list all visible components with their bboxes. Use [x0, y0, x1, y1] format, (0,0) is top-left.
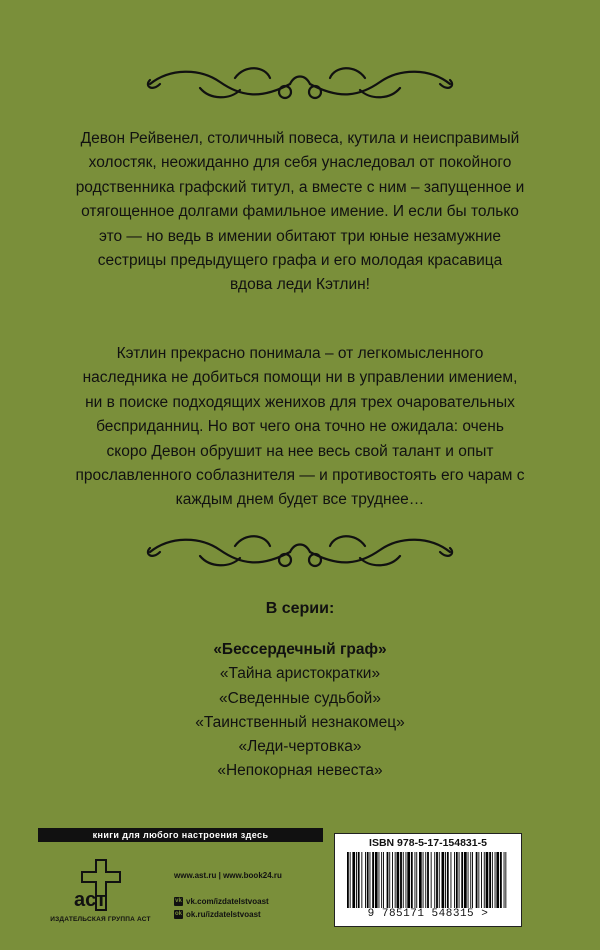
series-item: «Леди-чертовка»: [238, 738, 362, 756]
barcode-digits: 9 785171 548315 >: [367, 908, 489, 920]
publisher-tagline: книги для любого настроения здесь: [38, 828, 323, 842]
vk-icon: vk: [175, 898, 182, 904]
isbn-text: ISBN 978-5-17-154831-5: [369, 837, 487, 849]
blurb-paragraph-1: Девон Рейвенел, столичный повеса, кутила и неисправимый холостяк, неожиданно для себя унаследовал от покойного родственника графский титул, а вместе с ним – запущенное и отягощенное долгами фамильное имение. И если бы только это — но ведь в имении обитают три юные незамужние сестрицы предыдущего графа и его молодая красавица вдова леди Кэтлин!: [75, 130, 525, 294]
ok-handle: izdatelstvoast: [207, 910, 261, 919]
ast-logo: [66, 852, 136, 922]
ok-link[interactable]: [174, 910, 261, 919]
barcode-panel: [334, 833, 522, 927]
ok-icon: ok: [174, 911, 182, 917]
ok-prefix: ok.ru/: [186, 910, 208, 919]
publisher-websites[interactable]: www.ast.ru | www.book24.ru: [174, 871, 282, 880]
series-item: «Тайна аристократки»: [219, 665, 381, 683]
series-item: «Сведенные судьбой»: [219, 689, 381, 707]
series-item: «Бессердечный граф»: [213, 641, 387, 658]
vk-link[interactable]: [174, 897, 269, 906]
top-ornament: [140, 60, 460, 110]
barcode-bars: [347, 852, 507, 908]
series-list: [0, 638, 600, 784]
middle-ornament: [140, 528, 460, 578]
series-heading: В серии:: [265, 600, 335, 617]
publisher-group-label: ИЗДАТЕЛЬСКАЯ ГРУППА АСТ: [50, 916, 151, 923]
series-item: «Таинственный незнакомец»: [195, 713, 405, 731]
vk-handle: izdatelstvoast: [215, 897, 269, 906]
vk-prefix: vk.com/: [186, 897, 216, 906]
series-item: «Непокорная невеста»: [217, 762, 383, 780]
logo-text: аст: [74, 889, 107, 911]
series-section: [0, 600, 600, 784]
blurb-paragraph-2: Кэтлин прекрасно понимала – от легкомысленного наследника не добиться помощи ни в управлении имением, ни в поиске подходящих женихов для трех очаровательных бесприданниц. Но вот чего она точно не ожидала: очень скоро Девон обрушит на нее весь свой талант и опыт прославленного соблазнителя — и противостоять его чарам с каждым днем будет все труднее…: [75, 345, 525, 509]
